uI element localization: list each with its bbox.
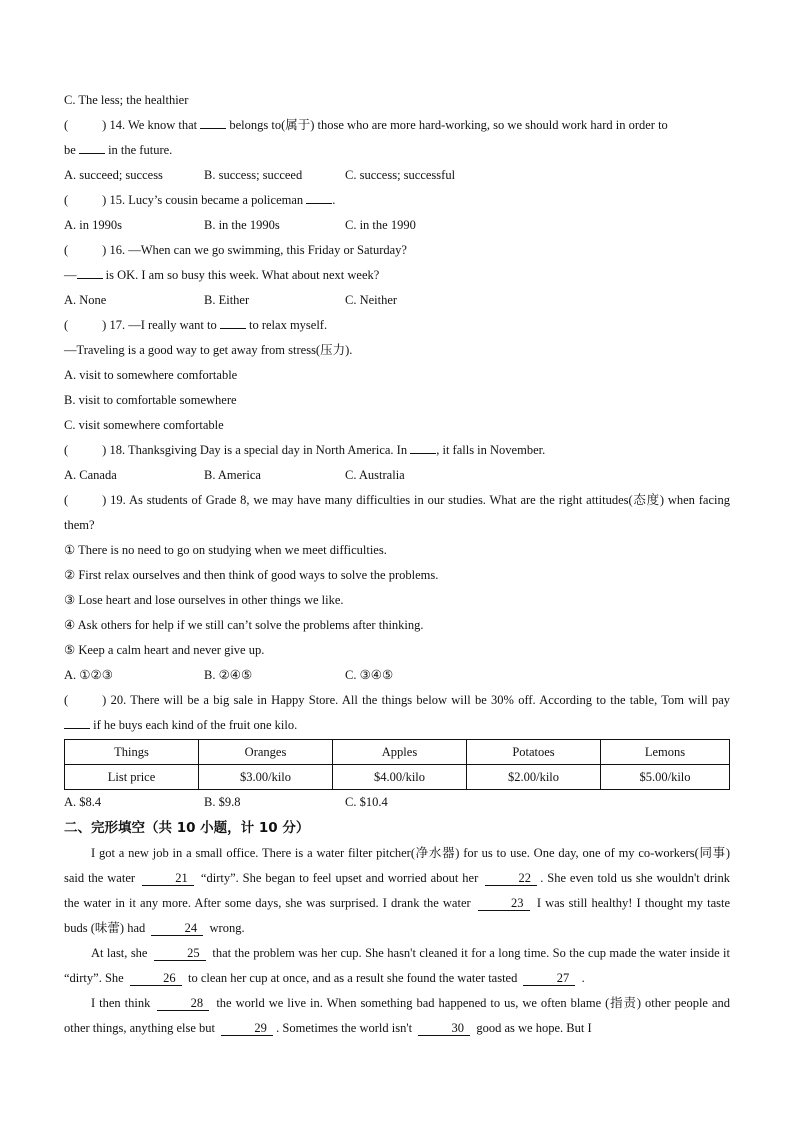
question-20: ( ) 20. There will be a big sale in Happy Store. All the things below will be 30% off. According to the table, Tom will pay if he buys each kind of the fruit one kilo. [64, 693, 730, 732]
q14-option-b: B. success; succeed [204, 168, 303, 182]
question-16-reply: — is OK. I am so busy this week. What about next week? [64, 268, 380, 282]
price-table-row [65, 765, 730, 790]
q17-option-c: C. visit somewhere comfortable [64, 418, 224, 432]
cloze-blank-26: 26 [130, 971, 182, 986]
table-cell: List price [65, 765, 199, 790]
q16-option-a: A. None [64, 293, 107, 307]
q18-options [64, 463, 730, 488]
q20-option-c: C. $10.4 [345, 795, 388, 809]
q15-options [64, 213, 730, 238]
q15-option-b: B. in the 1990s [204, 218, 280, 232]
q17-option-b: B. visit to comfortable somewhere [64, 393, 237, 407]
table-header-cell: Potatoes [467, 740, 601, 765]
q16-option-b: B. Either [204, 293, 250, 307]
q19-statement-2: ② First relax ourselves and then think of good ways to solve the problems. [64, 568, 439, 582]
q17-option-a: A. visit to somewhere comfortable [64, 368, 238, 382]
table-header-cell: Lemons [601, 740, 730, 765]
q14-options [64, 163, 730, 188]
table-cell: $2.00/kilo [467, 765, 601, 790]
question-14-cont: be in the future. [64, 143, 173, 157]
passage-paragraph-2: At last, she 25 that the problem was her cup. She hasn't cleaned it for a long time. So the cup made the water inside it “dirty”. She 26 to clean her cup at once, and as a result she found the water tasted 27 . [64, 946, 731, 985]
exam-page [64, 88, 730, 1041]
section-title: 二、完形填空（共 10 小题，计 10 分） [64, 820, 310, 836]
table-cell: $3.00/kilo [199, 765, 333, 790]
q19-statement-3: ③ Lose heart and lose ourselves in other things we like. [64, 593, 344, 607]
q18-option-a: A. Canada [64, 468, 117, 482]
table-header-cell: Oranges [199, 740, 333, 765]
cloze-blank-23: 23 [478, 896, 530, 911]
q19-statement-1: ① There is no need to go on studying when we meet difficulties. [64, 543, 387, 557]
answer-blank [64, 716, 90, 729]
question-17-reply: —Traveling is a good way to get away from stress(压力). [64, 343, 353, 357]
table-cell: $4.00/kilo [333, 765, 467, 790]
cloze-blank-22: 22 [485, 871, 537, 886]
q14-option-c: C. success; successful [345, 168, 456, 182]
q15-option-c: C. in the 1990 [345, 218, 416, 232]
table-header-cell: Apples [333, 740, 467, 765]
cloze-blank-30: 30 [418, 1021, 470, 1036]
q19-option-c: C. ③④⑤ [345, 668, 394, 682]
price-table [64, 739, 730, 790]
question-17: ( ) 17. —I really want to to relax myself. [64, 318, 328, 332]
table-cell: $5.00/kilo [601, 765, 730, 790]
price-table-header [65, 740, 730, 765]
q20-option-b: B. $9.8 [204, 795, 241, 809]
question-18: ( ) 18. Thanksgiving Day is a special day in North America. In , it falls in November. [64, 443, 546, 457]
q19-options [64, 663, 730, 688]
cloze-blank-21: 21 [142, 871, 194, 886]
passage-paragraph-3: I then think 28 the world we live in. When something bad happened to us, we often blame (指责) other people and other things, anything else but 29 . Sometimes the world isn't 30 good as we hope. But I [64, 996, 730, 1035]
table-header-cell: Things [65, 740, 199, 765]
q18-option-b: B. America [204, 468, 261, 482]
passage-paragraph-1: I got a new job in a small office. There is a water filter pitcher(净水器) for us to use. One day, one of my co-workers(同事) said the water 21 “dirty”. She began to feel upset and worried about her 22 . She even told us she wouldn't drink the water in it any more. After some days, she was surprised. I drank the water 23 I was still healthy! I thought my taste buds (味蕾) had 24 wrong. [64, 846, 731, 935]
cloze-blank-27: 27 [523, 971, 575, 986]
answer-blank [200, 116, 226, 129]
q19-option-a: A. ①②③ [64, 668, 113, 682]
answer-blank [306, 191, 332, 204]
answer-blank [220, 316, 246, 329]
q19-statement-5: ⑤ Keep a calm heart and never give up. [64, 643, 265, 657]
q19-option-b: B. ②④⑤ [204, 668, 253, 682]
question-14: ( ) 14. We know that belongs to(属于) those who are more hard-working, so we should work hard in order to [64, 118, 668, 132]
question-16: ( ) 16. —When can we go swimming, this Friday or Saturday? [64, 243, 407, 257]
q16-options [64, 288, 730, 313]
answer-blank [77, 266, 103, 279]
q16-option-c: C. Neither [345, 293, 398, 307]
question-19: ( ) 19. As students of Grade 8, we may have many difficulties in our studies. What are the right attitudes(态度) when facing them? [64, 493, 730, 532]
answer-blank [410, 441, 436, 454]
cloze-blank-24: 24 [151, 921, 203, 936]
q14-option-a: A. succeed; success [64, 168, 163, 182]
q20-option-a: A. $8.4 [64, 795, 102, 809]
cloze-blank-28: 28 [157, 996, 209, 1011]
cloze-blank-25: 25 [154, 946, 206, 961]
q20-options [64, 790, 730, 815]
question-15: ( ) 15. Lucy’s cousin became a policeman . [64, 193, 336, 207]
q14-stem: ) 14. We know that [102, 118, 198, 132]
q19-statement-4: ④ Ask others for help if we still can’t solve the problems after thinking. [64, 618, 424, 632]
answer-blank [79, 141, 105, 154]
q13-option-c: C. The less; the healthier [64, 93, 189, 107]
q15-option-a: A. in 1990s [64, 218, 122, 232]
cloze-blank-29: 29 [221, 1021, 273, 1036]
q18-option-c: C. Australia [345, 468, 405, 482]
